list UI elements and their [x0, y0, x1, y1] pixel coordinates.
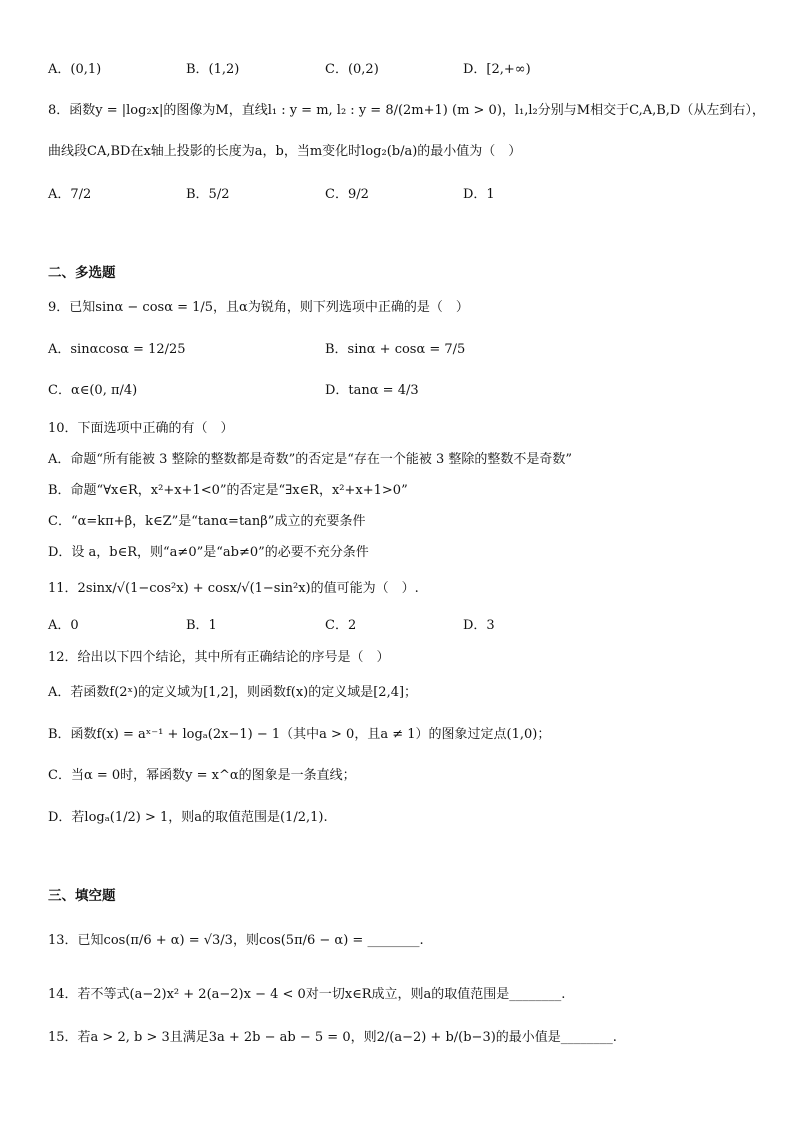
q11-option-a: A．0	[48, 618, 79, 633]
q8-option-d: D．1	[463, 187, 495, 202]
q13-stem: 13．已知cos(π/6 + α) = √3/3，则cos(5π/6 − α) = ________.	[48, 933, 424, 948]
q7-option-a: A．(0,1)	[48, 62, 102, 77]
q7-option-c: C．(0,2)	[325, 62, 379, 77]
q9-option-b: B．sinα + cosα = 7/5	[325, 342, 466, 357]
q9-option-a: A．sinαcosα = 12/25	[48, 342, 186, 357]
q11-option-d: D．3	[463, 618, 495, 633]
q8-option-b: B．5/2	[186, 187, 230, 202]
section-title-multiple-choice: 二、多选题	[48, 265, 116, 281]
q15-stem: 15．若a > 2, b > 3且满足3a + 2b − ab − 5 = 0，则2/(a−2) + b/(b−3)的最小值是________.	[48, 1030, 617, 1045]
q10-option-d: D．设 a，b∈R，则“a≠0”是“ab≠0”的必要不充分条件	[48, 545, 369, 560]
q8-option-a: A．7/2	[48, 187, 92, 202]
section-title-fill-in: 三、填空题	[48, 888, 116, 904]
q9-option-d: D．tanα = 4/3	[325, 383, 419, 398]
q9-option-c: C．α∈(0, π/4)	[48, 383, 138, 398]
q12-option-a: A．若函数f(2ˣ)的定义域为[1,2]，则函数f(x)的定义域是[2,4]；	[48, 685, 418, 700]
q12-option-b: B．函数f(x) = aˣ⁻¹ + logₐ(2x−1) − 1（其中a > 0，且a ≠ 1）的图象过定点(1,0)；	[48, 727, 551, 742]
q10-option-a: A．命题“所有能被 3 整除的整数都是奇数”的否定是“存在一个能被 3 整除的整数不是奇数”	[48, 452, 573, 467]
q12-option-c: C．当α = 0时，幂函数y = x^α的图象是一条直线；	[48, 768, 356, 783]
q8-option-c: C．9/2	[325, 187, 369, 202]
q11-stem: 11．2sinx/√(1−cos²x) + cosx/√(1−sin²x)的值可能为（ ）.	[48, 581, 419, 596]
q10-option-b: B．命题“∀x∈R，x²+x+1<0”的否定是“∃x∈R，x²+x+1>0”	[48, 483, 408, 498]
q14-stem: 14．若不等式(a−2)x² + 2(a−2)x − 4 < 0对一切x∈R成立，则a的取值范围是________.	[48, 987, 566, 1002]
q11-option-c: C．2	[325, 618, 357, 633]
q9-stem: 9．已知sinα − cosα = 1/5，且α为锐角，则下列选项中正确的是（ ）	[48, 300, 469, 315]
q8-stem-line2: 曲线段CA,BD在x轴上投影的长度为a，b，当m变化时log₂(b/a)的最小值为（ ）	[48, 144, 522, 159]
q12-option-d: D．若logₐ(1/2) > 1，则a的取值范围是(1/2,1).	[48, 810, 328, 825]
q11-option-b: B．1	[186, 618, 217, 633]
q7-option-b: B．(1,2)	[186, 62, 240, 77]
q7-option-d: D．[2,+∞)	[463, 62, 531, 77]
q12-stem: 12．给出以下四个结论，其中所有正确结论的序号是（ ）	[48, 650, 390, 665]
q10-option-c: C．“α=kπ+β，k∈Z”是“tanα=tanβ”成立的充要条件	[48, 514, 366, 529]
q10-stem: 10．下面选项中正确的有（ ）	[48, 421, 234, 436]
q8-stem-line1: 8．函数y = |log₂x|的图像为M，直线l₁ : y = m, l₂ : y = 8/(2m+1) (m > 0)，l₁,l₂分别与M相交于C,A,B,D（从左到右），	[48, 103, 765, 118]
